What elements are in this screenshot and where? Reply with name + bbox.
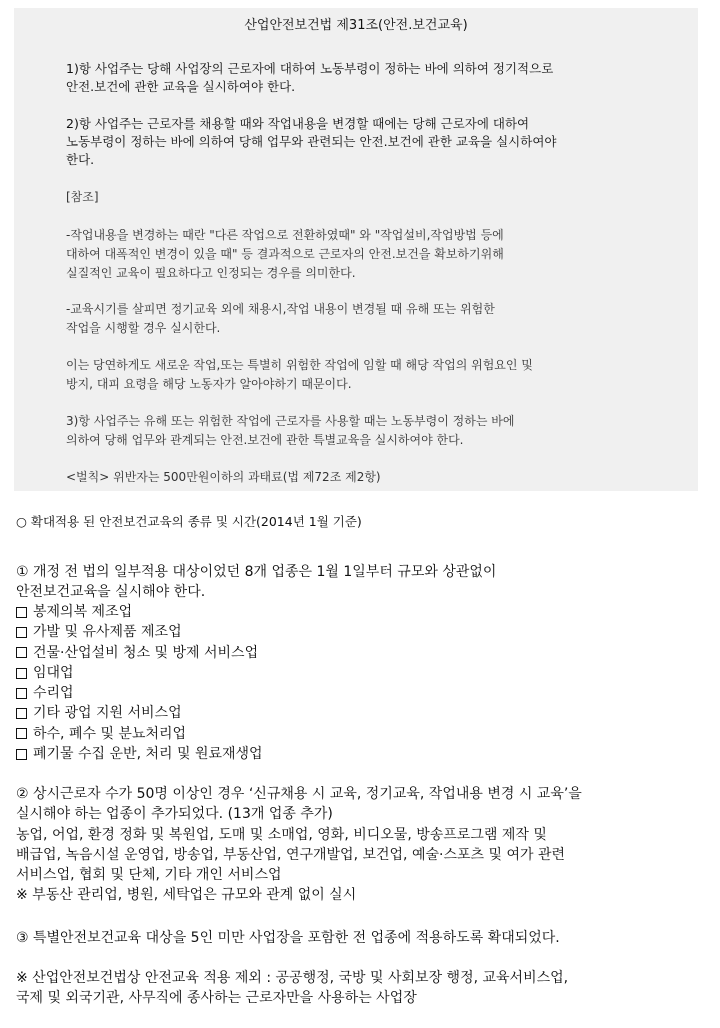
- clause-2: 2)항 사업주는 근로자를 채용할 때와 작업내용을 변경할 때에는 당해 근로자에 대하여 노동부령이 정하는 바에 의하여 당해 업무와 관련되는 안전.보건에 관한 교육을 실시하여야 한다.: [66, 116, 557, 167]
- clause-3: 3)항 사업주는 유해 또는 위험한 작업에 근로자를 사용할 때는 노동부령이 정하는 바에 의하여 당해 업무와 관계되는 안전.보건에 관한 특별교육을 실시하여야 한다.: [66, 414, 515, 447]
- penalty-note: <벌칙> 위반자는 500만원이하의 과태료(법 제72조 제2항): [66, 470, 381, 484]
- checklist-item: [16, 602, 706, 622]
- reference-note-1: -작업내용을 변경하는 때란 "다른 작업으로 전환하였때" 와 "작업설비,작업방법 등에 대하여 대폭적인 변경이 있을 때" 등 결과적으로 근로자의 안전.보건을 확보하기위해 실질적인 교육이 필요하다고 인정되는 경우를 의미한다.: [66, 228, 504, 280]
- exclusion-note: ※ 산업안전보건법상 안전교육 적용 제외 : 공공행정, 국방 및 사회보장 행정, 교육서비스업, 국제 및 외국기관, 사무직에 종사하는 근로자만을 사용하는 사업장: [16, 970, 569, 1007]
- checklist-item-label: 기타 광업 지원 서비스업: [33, 705, 182, 722]
- checklist-item: [16, 724, 706, 744]
- reference-note-3: 이는 당연하게도 새로운 작업,또는 특별히 위험한 작업에 임할 때 해당 작업의 위험요인 및 방지, 대피 요령을 해당 노동자가 알아야하기 때문이다.: [66, 358, 533, 391]
- item-1-text: ① 개정 전 법의 일부적용 대상이었던 8개 업종은 1월 1일부터 규모와 상관없이 안전보건교육을 실시해야 한다.: [16, 564, 497, 601]
- article-title: 산업안전보건법 제31조(안전.보건교육): [244, 18, 468, 33]
- law-article-box: [14, 8, 698, 491]
- checklist-item: [16, 622, 706, 642]
- checklist-item: [16, 643, 706, 663]
- item-2-text: ② 상시근로자 수가 50명 이상인 경우 ‘신규채용 시 교육, 정기교육, 작업내용 변경 시 교육’을 실시해야 하는 업종이 추가되었다. (13개 업종 추가) 농업, 어업, 환경 정화 및 복원업, 도매 및 소매업, 영화, 비디오물, 방송프로그램 제작 및 배급업, 녹음시설 운영업, 방송업, 부동산업, 연구개발업, 보건업, 예술·스포츠 및 여가 관련 서비스업, 협회 및 단체, 기타 개인 서비스업 ※ 부동산 관리업, 병원, 세탁업은 규모와 관계 없이 실시: [16, 786, 582, 904]
- checkbox-icon: [16, 708, 27, 719]
- checkbox-icon: [16, 647, 27, 658]
- item-3-text: ③ 특별안전보건교육 대상을 5인 미만 사업장을 포함한 전 업종에 적용하도록 확대되었다.: [16, 930, 560, 946]
- checkbox-icon: [16, 688, 27, 699]
- checklist-item-label: 봉제의복 제조업: [33, 604, 133, 620]
- checklist-item-label: 수리업: [33, 685, 74, 702]
- checklist-item-label: 건물·산업설비 청소 및 방제 서비스업: [33, 644, 259, 661]
- checkbox-icon: [16, 627, 27, 638]
- section-heading: ○ 확대적용 된 안전보건교육의 종류 및 시간(2014년 1월 기준): [16, 514, 362, 529]
- checkbox-icon: [16, 668, 27, 679]
- reference-note-2: -교육시기를 살피면 정기교육 외에 채용시,작업 내용이 변경될 때 유해 또는 위험한 작업을 시행할 경우 실시한다.: [66, 302, 495, 335]
- checkbox-icon: [16, 728, 27, 739]
- reference-label: [참조]: [66, 190, 99, 204]
- checklist-item: [16, 744, 706, 764]
- checklist-item-label: 하수, 폐수 및 분뇨처리업: [33, 725, 187, 742]
- checkbox-icon: [16, 607, 27, 618]
- clause-1: 1)항 사업주는 당해 사업장의 근로자에 대하여 노동부령이 정하는 바에 의하여 정기적으로 안전.보건에 관한 교육을 실시하여야 한다.: [66, 61, 554, 94]
- checklist-item: [16, 663, 706, 683]
- checklist-item: [16, 683, 706, 703]
- checklist-item: [16, 703, 706, 723]
- checklist-item-label: 가발 및 유사제품 제조업: [33, 624, 182, 641]
- checkbox-icon: [16, 749, 27, 760]
- checklist-item-label: 폐기물 수집 운반, 처리 및 원료재생업: [33, 746, 263, 763]
- checklist-item-label: 임대업: [33, 664, 74, 681]
- industry-checklist: [16, 602, 706, 764]
